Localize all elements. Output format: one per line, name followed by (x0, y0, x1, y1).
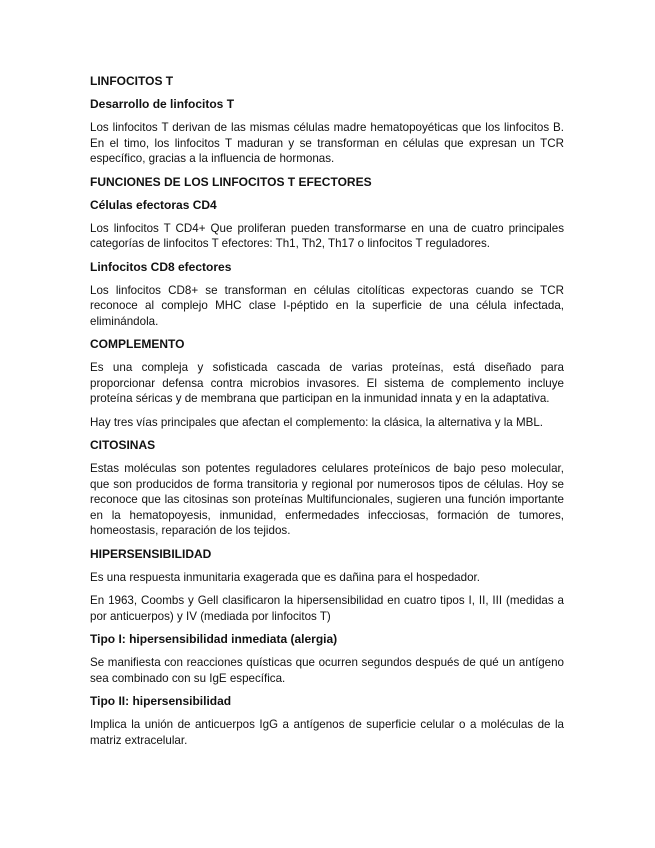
paragraph: Hay tres vías principales que afectan el complemento: la clásica, la alternativa y la MBL. (90, 415, 544, 429)
document-page (90, 74, 564, 756)
paragraph: Estas moléculas son potentes reguladores celulares proteínicos de bajo peso molecular, que son producidos de forma transitoria y regional por numerosos tipos de células. Hoy se reconoce que las citosinas son proteínas Multifuncionales, sugieren una función importante en la hematopoyesis, inmunidad, enfermedades infecciosas, formación de tumores, homeostasis, reparación de los tejidos. (90, 462, 564, 537)
section-heading: Tipo I: hipersensibilidad inmediata (alergia) (90, 632, 338, 646)
section-heading: Linfocitos CD8 efectores (90, 259, 232, 274)
section-heading: CITOSINAS (90, 438, 156, 452)
paragraph: En 1963, Coombs y Gell clasificaron la hipersensibilidad en cuatro tipos I, II, III (medidas a por anticuerpos) y IV (mediada por linfocitos T) (90, 594, 564, 623)
section-heading: Desarrollo de linfocitos T (90, 97, 235, 111)
paragraph: Es una respuesta inmunitaria exagerada que es dañina para el hospedador. (90, 570, 480, 584)
section-heading: COMPLEMENTO (90, 337, 185, 351)
paragraph: Se manifiesta con reacciones quísticas que ocurren segundos después de qué un antígeno sea combinado con su IgE específica. (90, 656, 564, 685)
paragraph: Los linfocitos CD8+ se transforman en células citolíticas expectoras cuando se TCR reconoce al complejo MHC clase I-péptido en la superficie de una célula infectada, eliminándola. (90, 283, 564, 328)
paragraph: Implica la unión de anticuerpos IgG a antígenos de superficie celular o a moléculas de la matriz extracelular. (90, 718, 564, 747)
paragraph: Los linfocitos T derivan de las mismas células madre hematopoyéticas que los linfocitos B. En el timo, los linfocitos T maduran y se transforman en células que expresan un TCR específico, gracias a la influencia de hormonas. (90, 121, 564, 165)
paragraph: Los linfocitos T CD4+ Que proliferan pueden transformarse en una de cuatro principales categorías de linfocitos T efectores: Th1, Th2, Th17 o linfocitos T reguladores. (90, 221, 564, 250)
section-heading: Tipo II: hipersensibilidad (90, 694, 232, 708)
section-heading: Células efectoras CD4 (90, 197, 217, 212)
section-heading: HIPERSENSIBILIDAD (90, 546, 212, 561)
paragraph: Es una compleja y sofisticada cascada de varias proteínas, está diseñado para proporcionar defensa contra microbios invasores. El sistema de complemento incluye proteína séricas y de membrana que participan en la inmunidad innata y en la adaptativa. (90, 361, 564, 405)
document-title: LINFOCITOS T (90, 74, 174, 88)
section-heading: FUNCIONES DE LOS LINFOCITOS T EFECTORES (90, 174, 372, 189)
